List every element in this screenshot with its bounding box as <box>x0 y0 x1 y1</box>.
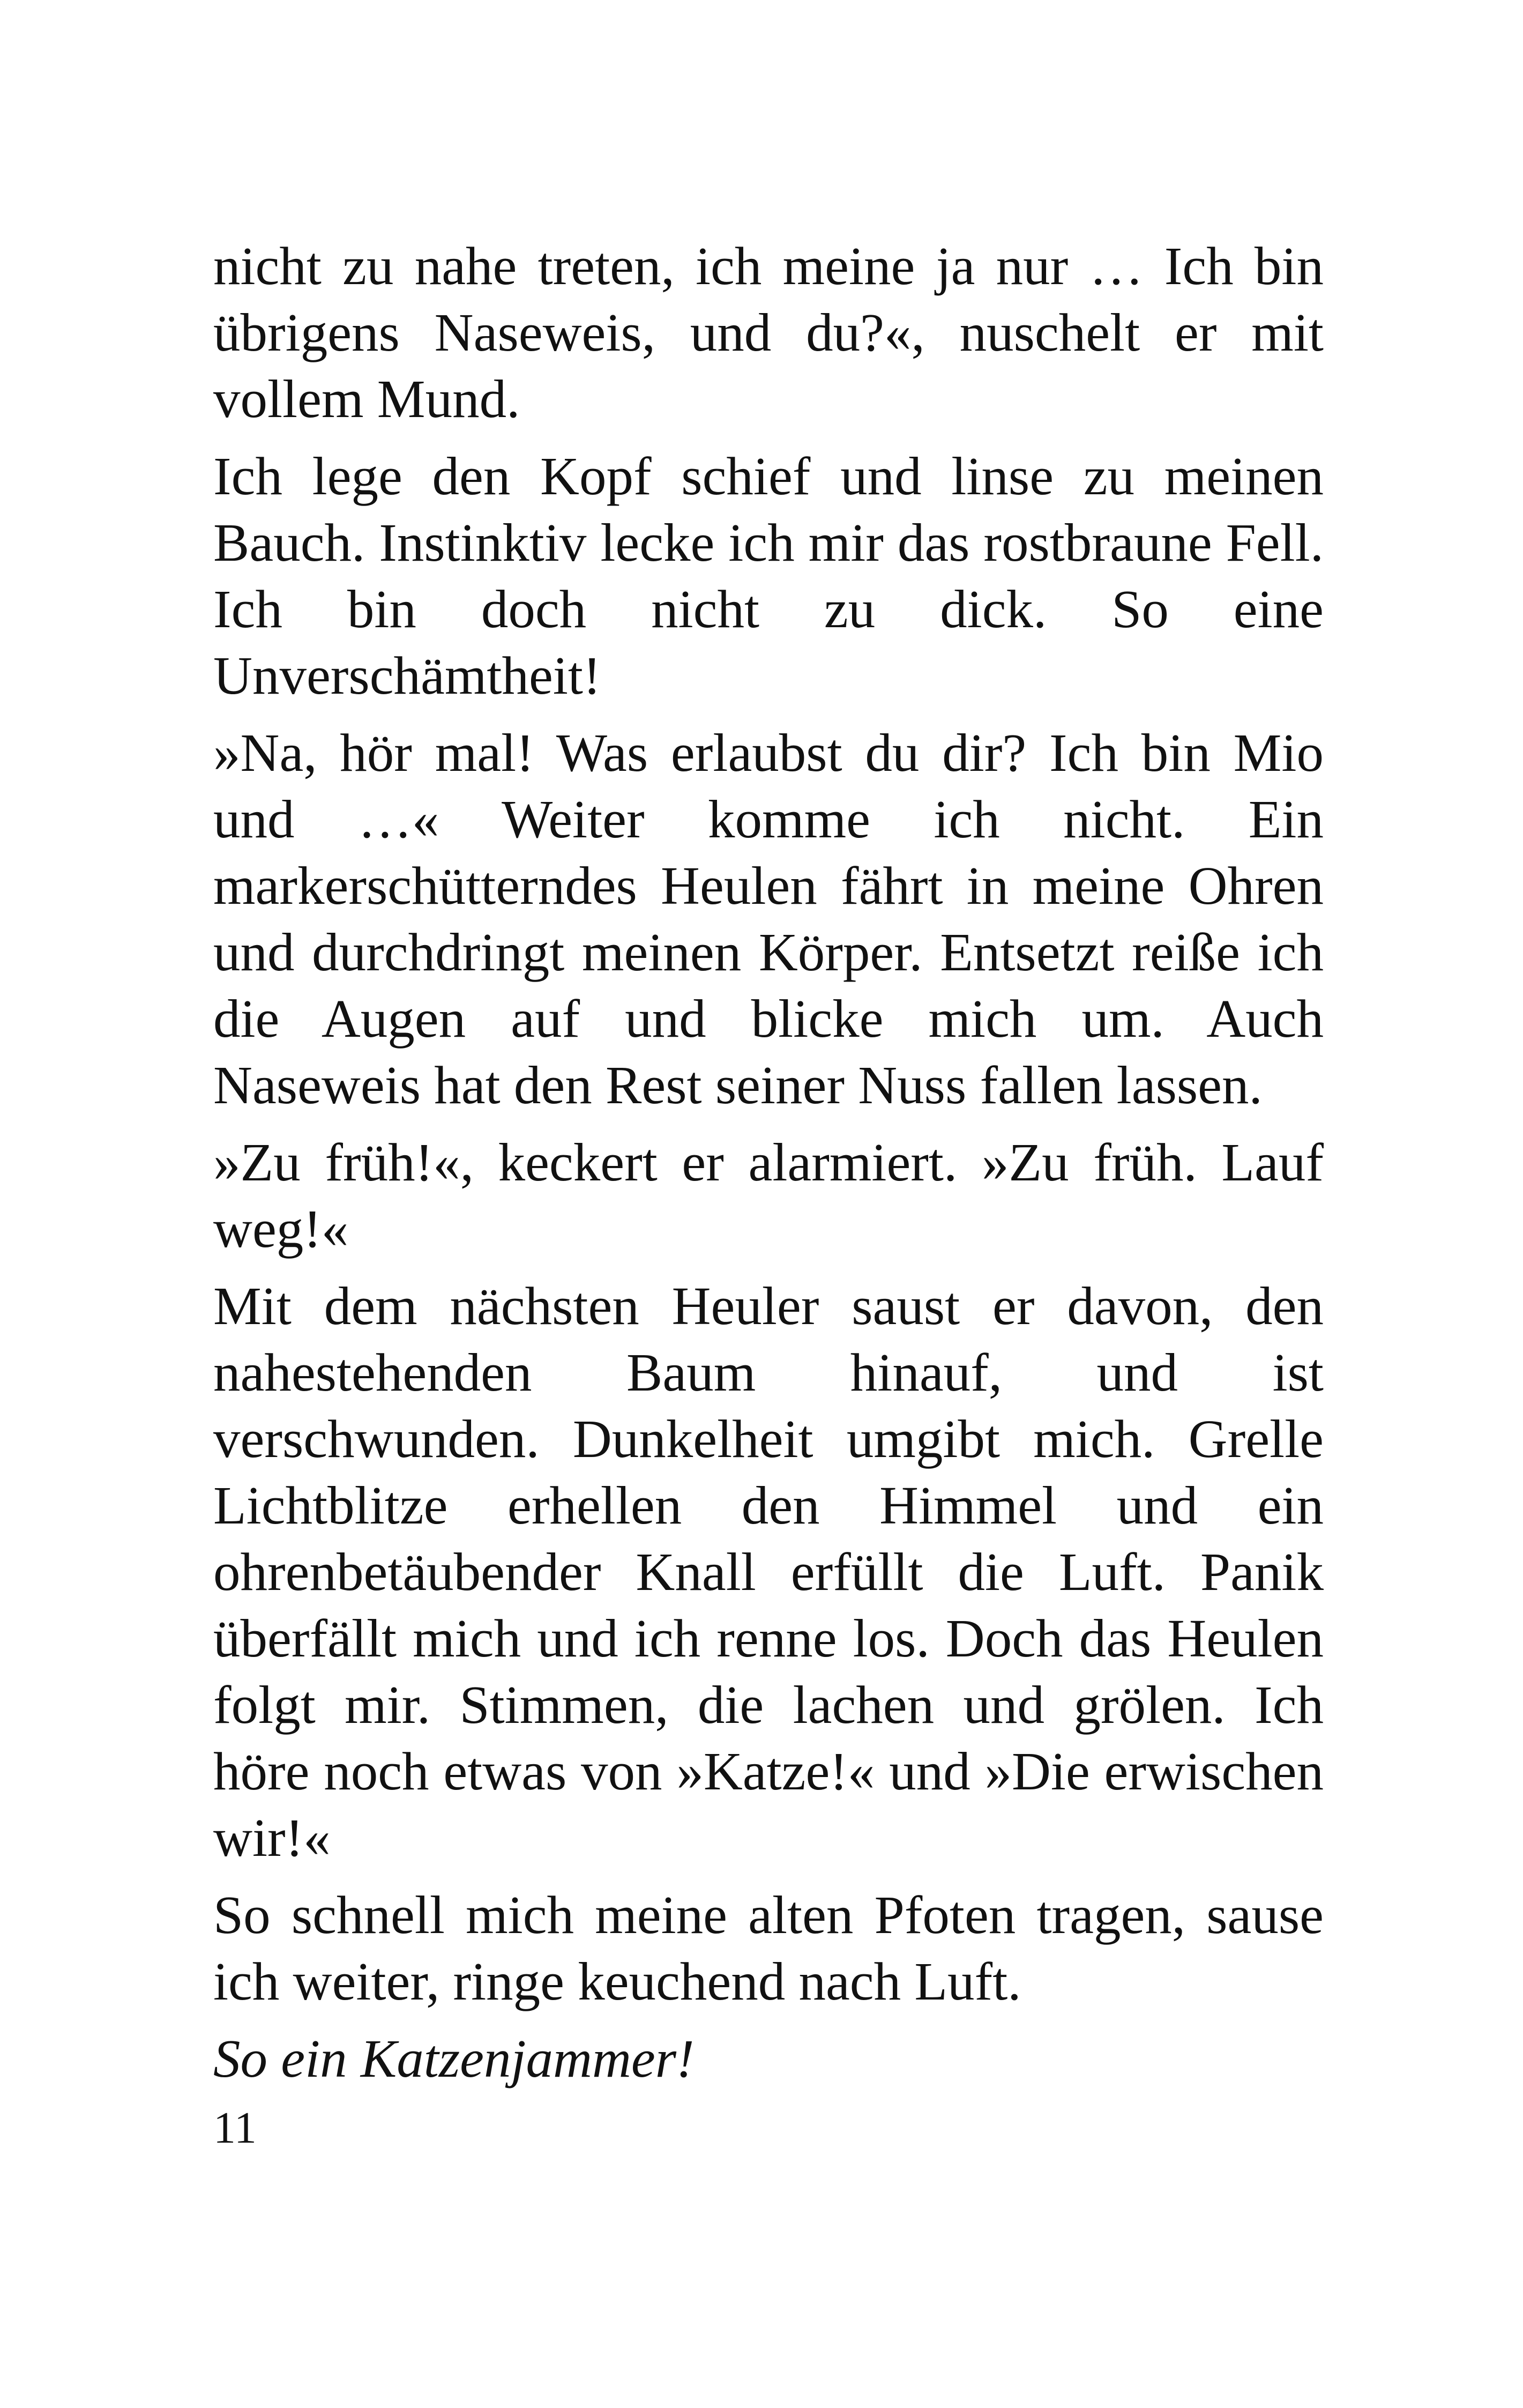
paragraph-4: »Zu früh!«, keckert er alarmiert. »Zu früh. Lauf weg!« <box>213 1132 1324 1259</box>
paragraph-5: Mit dem nächsten Heuler saust er davon, den nahestehenden Baum hinauf, und ist verschwunden. Dunkelheit umgibt mich. Grelle Lichtblitze erhellen den Himmel und ein ohrenbetäubender Knall erfüllt die Luft. Panik überfällt mich und ich renne los. Doch das Heulen folgt mir. Stimmen, die lachen und grölen. Ich höre noch etwas von »Katze!« und »Die erwischen wir!« <box>213 1276 1324 1868</box>
paragraph-3: »Na, hör mal! Was erlaubst du dir? Ich bin Mio und …« Weiter komme ich nicht. Ein markerschütterndes Heulen fährt in meine Ohren und durchdringt meinen Körper. Entsetzt reiße ich die Augen auf und blicke mich um. Auch Naseweis hat den Rest seiner Nuss fallen lassen. <box>213 723 1324 1115</box>
paragraph-7-italic: So ein Katzenjammer! <box>213 2028 695 2089</box>
paragraph-2: Ich lege den Kopf schief und linse zu meinen Bauch. Instinktiv lecke ich mir das rostbraune Fell. Ich bin doch nicht zu dick. So eine Unverschämtheit! <box>213 446 1324 705</box>
paragraph-1: nicht zu nahe treten, ich meine ja nur … Ich bin übrigens Naseweis, und du?«, nuschelt er mit vollem Mund. <box>213 236 1324 429</box>
page-number: 11 <box>213 2103 257 2153</box>
paragraph-6: So schnell mich meine alten Pfoten tragen, sause ich weiter, ringe keuchend nach Luft. <box>213 1885 1324 2011</box>
body-text <box>213 233 1324 2102</box>
